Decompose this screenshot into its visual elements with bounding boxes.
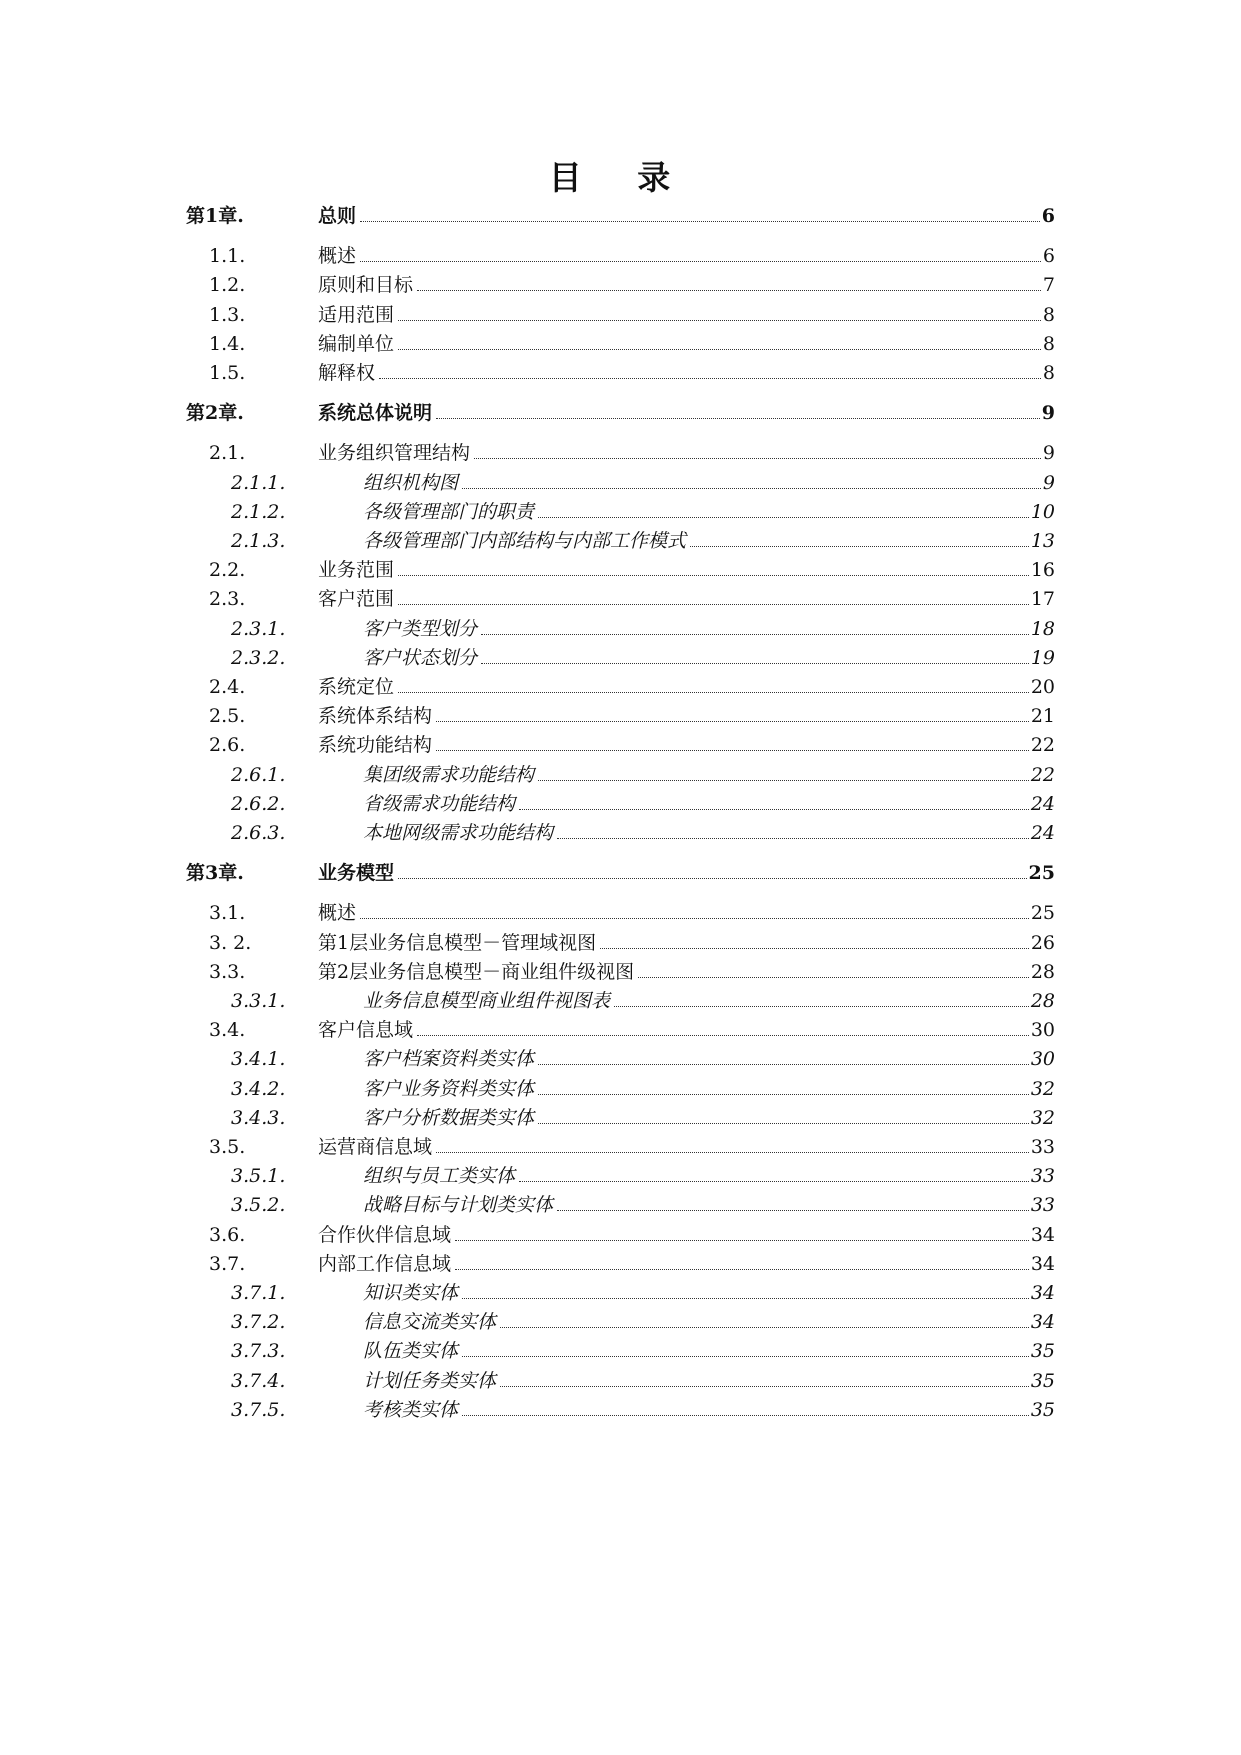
toc-entry-number: 3.4.3. xyxy=(231,1106,286,1129)
dot-leader xyxy=(474,457,1041,459)
toc-entry-title: 客户状态划分 xyxy=(363,646,478,669)
toc-entry-number: 2.1. xyxy=(209,442,246,465)
toc-page-number: 35 xyxy=(1030,1369,1055,1392)
toc-page-number: 19 xyxy=(1030,646,1055,669)
toc-entry-title: 客户类型划分 xyxy=(363,617,478,640)
toc-page-number: 25 xyxy=(1028,862,1055,885)
toc-row[interactable] xyxy=(0,789,1241,819)
toc-entry-number: 2.2. xyxy=(209,559,246,582)
toc-entry-number: 3.1. xyxy=(209,902,246,925)
toc-entry-title: 集团级需求功能结构 xyxy=(363,763,535,786)
toc-entry-number: 3.4. xyxy=(209,1019,246,1042)
toc-entry-number: 2.4. xyxy=(209,676,246,698)
toc-row[interactable] xyxy=(0,1395,1241,1425)
toc-page-number: 28 xyxy=(1030,960,1055,983)
toc-entry-title: 计划任务类实体 xyxy=(363,1369,497,1392)
toc-entry xyxy=(318,438,1055,468)
toc-entry xyxy=(318,1015,1055,1045)
toc-row[interactable] xyxy=(0,614,1241,644)
dot-leader xyxy=(398,348,1041,350)
toc-entry xyxy=(363,818,1055,848)
toc-page-number: 35 xyxy=(1030,1340,1055,1363)
toc-row[interactable] xyxy=(0,1015,1241,1045)
dot-leader xyxy=(398,574,1029,576)
toc-page-number: 34 xyxy=(1030,1252,1055,1275)
toc-entry-number: 1.4. xyxy=(209,332,246,355)
toc-entry-number: 1.1. xyxy=(209,245,246,268)
toc-entry-number: 2.6.2. xyxy=(231,792,286,815)
toc-page-number: 25 xyxy=(1030,902,1055,925)
toc-entry-number: 1.2. xyxy=(209,274,246,297)
toc-row[interactable] xyxy=(0,1366,1241,1396)
toc-entry xyxy=(318,241,1055,271)
toc-entry-number: 2.3. xyxy=(209,588,246,611)
dot-leader xyxy=(398,319,1041,321)
toc-entry-number: 3.4.2. xyxy=(231,1077,286,1100)
toc-page-number: 33 xyxy=(1030,1165,1055,1188)
toc-entry-title: 本地网级需求功能结构 xyxy=(363,822,554,844)
dot-leader xyxy=(500,1326,1029,1328)
toc-entry-title: 内部工作信息域 xyxy=(318,1252,452,1275)
toc-row[interactable] xyxy=(0,526,1241,556)
dot-leader xyxy=(519,1180,1029,1182)
toc-entry-number: 第3章. xyxy=(186,862,244,885)
toc-entry-number: 2.3.1. xyxy=(231,617,286,640)
toc-page-number: 32 xyxy=(1030,1077,1055,1100)
toc-entry xyxy=(318,957,1055,987)
toc-entry-number: 3.4.1. xyxy=(231,1048,286,1071)
dot-leader xyxy=(557,1209,1029,1211)
dot-leader xyxy=(360,917,1029,919)
toc-entry-title: 业务范围 xyxy=(318,559,395,582)
toc-entry-title: 系统体系结构 xyxy=(318,705,433,728)
toc-page-number: 9 xyxy=(1042,442,1055,465)
toc-row[interactable] xyxy=(0,1074,1241,1104)
toc-entry-number: 3.7. xyxy=(209,1252,246,1275)
toc-entry xyxy=(363,614,1055,644)
toc-entry-number: 3.7.5. xyxy=(231,1398,286,1421)
toc-entry xyxy=(363,1366,1055,1396)
toc-entry xyxy=(318,584,1055,614)
toc-entry xyxy=(318,329,1055,359)
dot-leader xyxy=(614,1005,1029,1007)
toc-entry-number: 2.1.2. xyxy=(231,500,286,523)
toc-entry xyxy=(318,270,1055,300)
toc-row[interactable] xyxy=(0,1103,1241,1133)
toc-row[interactable] xyxy=(0,1278,1241,1308)
dot-leader xyxy=(417,289,1041,291)
dot-leader xyxy=(481,662,1029,664)
toc-entry xyxy=(363,760,1055,790)
toc-entry-title: 总则 xyxy=(318,205,357,227)
toc-entry-title: 概述 xyxy=(318,902,357,925)
toc-entry-title: 合作伙伴信息域 xyxy=(318,1223,452,1246)
toc-entry xyxy=(363,1161,1055,1191)
dot-leader xyxy=(538,1122,1029,1124)
toc-entry-title: 系统功能结构 xyxy=(318,734,433,757)
toc-entry xyxy=(318,858,1055,888)
toc-entry xyxy=(363,1044,1055,1074)
dot-leader xyxy=(417,1034,1029,1036)
toc-row[interactable] xyxy=(0,898,1241,928)
toc-entry-number: 3.7.2. xyxy=(231,1311,286,1334)
toc-entry-title: 考核类实体 xyxy=(363,1398,459,1421)
toc-entry xyxy=(363,1278,1055,1308)
toc-row[interactable] xyxy=(0,928,1241,958)
toc-entry-title: 概述 xyxy=(318,245,357,268)
dot-leader xyxy=(557,837,1029,839)
toc-row[interactable] xyxy=(0,1220,1241,1250)
toc-chapter-row[interactable] xyxy=(0,398,1241,428)
toc-entry-title: 运营商信息域 xyxy=(318,1136,433,1158)
toc-page-number: 21 xyxy=(1030,705,1055,728)
toc-entry xyxy=(363,1103,1055,1133)
toc-row[interactable] xyxy=(0,300,1241,330)
toc-entry xyxy=(363,986,1055,1016)
toc-entry xyxy=(363,1307,1055,1337)
toc-page-number: 20 xyxy=(1030,676,1055,698)
toc-row[interactable] xyxy=(0,555,1241,585)
toc-entry xyxy=(363,1336,1055,1366)
toc-entry-title: 业务信息模型商业组件视图表 xyxy=(363,990,611,1012)
toc-row[interactable] xyxy=(0,270,1241,300)
dot-leader xyxy=(360,220,1040,222)
toc-entry-title: 客户范围 xyxy=(318,588,395,611)
toc-entry xyxy=(318,555,1055,585)
toc-entry xyxy=(318,1132,1055,1162)
toc-page-number: 26 xyxy=(1030,931,1055,954)
toc-entry-title: 战略目标与计划类实体 xyxy=(363,1194,554,1217)
toc-page-number: 33 xyxy=(1030,1136,1055,1158)
dot-leader xyxy=(690,545,1029,547)
toc-row[interactable] xyxy=(0,760,1241,790)
toc-row[interactable] xyxy=(0,730,1241,760)
toc-entry-number: 2.1.3. xyxy=(231,530,286,552)
toc-entry-title: 业务模型 xyxy=(318,862,395,885)
toc-row[interactable] xyxy=(0,1132,1241,1162)
toc-entry-number: 3. 2. xyxy=(209,931,252,954)
toc-entry-number: 3.7.3. xyxy=(231,1340,286,1363)
toc-row[interactable] xyxy=(0,818,1241,848)
toc-row[interactable] xyxy=(0,1190,1241,1220)
dot-leader xyxy=(436,720,1029,722)
dot-leader xyxy=(519,808,1029,810)
toc-page-number: 28 xyxy=(1030,990,1055,1012)
toc-entry-title: 解释权 xyxy=(318,362,376,384)
toc-entry-title: 第2层业务信息模型－商业组件级视图 xyxy=(318,960,635,983)
toc-entry-title: 业务组织管理结构 xyxy=(318,442,471,465)
toc-page-number: 8 xyxy=(1042,303,1055,326)
toc-page-number: 22 xyxy=(1030,734,1055,757)
toc-entry-number: 1.5. xyxy=(209,362,246,384)
toc-entry xyxy=(318,300,1055,330)
toc-entry xyxy=(363,526,1055,556)
toc-entry xyxy=(363,1190,1055,1220)
toc-page-number: 16 xyxy=(1030,559,1055,582)
toc-entry-number: 2.1.1. xyxy=(231,471,286,494)
toc-entry-title: 适用范围 xyxy=(318,303,395,326)
toc-page-number: 13 xyxy=(1030,530,1055,552)
toc-page-number: 24 xyxy=(1030,792,1055,815)
toc-page-number: 33 xyxy=(1030,1194,1055,1217)
dot-leader xyxy=(481,633,1029,635)
toc-entry-number: 2.6.3. xyxy=(231,822,286,844)
toc-entry-title: 系统总体说明 xyxy=(318,402,433,425)
dot-leader xyxy=(398,877,1027,879)
toc-entry-number: 3.5. xyxy=(209,1136,246,1158)
toc-entry-number: 第2章. xyxy=(186,402,244,425)
dot-leader xyxy=(538,1093,1029,1095)
toc-row[interactable] xyxy=(0,1336,1241,1366)
toc-entry xyxy=(318,1249,1055,1279)
toc-row[interactable] xyxy=(0,1044,1241,1074)
dot-leader xyxy=(538,516,1029,518)
toc-entry xyxy=(363,497,1055,527)
toc-row[interactable] xyxy=(0,438,1241,468)
toc-page-number: 7 xyxy=(1042,274,1055,297)
dot-leader xyxy=(538,779,1029,781)
toc-entry-number: 3.7.1. xyxy=(231,1282,286,1304)
toc-entry-title: 编制单位 xyxy=(318,332,395,355)
dot-leader xyxy=(436,1151,1029,1153)
dot-leader xyxy=(462,1297,1029,1299)
dot-leader xyxy=(462,487,1041,489)
toc-entry-title: 各级管理部门的职责 xyxy=(363,500,535,523)
toc-row[interactable] xyxy=(0,584,1241,614)
toc-entry-title: 信息交流类实体 xyxy=(363,1311,497,1334)
toc-entry-number: 2.5. xyxy=(209,705,246,728)
dot-leader xyxy=(600,947,1029,949)
toc-entry-number: 3.5.2. xyxy=(231,1194,286,1217)
toc-entry xyxy=(318,898,1055,928)
toc-entry xyxy=(363,789,1055,819)
dot-leader xyxy=(398,603,1029,605)
toc-entry xyxy=(363,468,1055,498)
toc-row[interactable] xyxy=(0,1307,1241,1337)
dot-leader xyxy=(455,1268,1029,1270)
toc-page-number: 22 xyxy=(1030,763,1055,786)
toc-entry-title: 系统定位 xyxy=(318,676,395,698)
toc-row[interactable] xyxy=(0,986,1241,1016)
toc-row[interactable] xyxy=(0,701,1241,731)
toc-row[interactable] xyxy=(0,957,1241,987)
toc-page-number: 24 xyxy=(1030,822,1055,844)
toc-entry-title: 第1层业务信息模型－管理域视图 xyxy=(318,931,597,954)
toc-entry xyxy=(363,1074,1055,1104)
toc-page-number: 6 xyxy=(1041,205,1055,227)
toc-entry xyxy=(363,643,1055,673)
toc-page-number: 8 xyxy=(1042,362,1055,384)
toc-page-number: 9 xyxy=(1041,402,1055,425)
toc-entry xyxy=(318,928,1055,958)
dot-leader xyxy=(436,749,1029,751)
toc-row[interactable] xyxy=(0,672,1241,702)
toc-page-number: 17 xyxy=(1030,588,1055,611)
toc-page-number: 6 xyxy=(1042,245,1055,268)
toc-entry xyxy=(318,398,1055,428)
toc-entry xyxy=(363,1395,1055,1425)
toc-page-number: 34 xyxy=(1030,1311,1055,1334)
dot-leader xyxy=(455,1239,1029,1241)
toc-entry-title: 客户分析数据类实体 xyxy=(363,1106,535,1129)
toc-row[interactable] xyxy=(0,241,1241,271)
dot-leader xyxy=(500,1385,1029,1387)
toc-entry-number: 2.6. xyxy=(209,734,246,757)
toc-entry-number: 2.6.1. xyxy=(231,763,286,786)
toc-entry-title: 各级管理部门内部结构与内部工作模式 xyxy=(363,530,687,552)
toc-entry-number: 3.7.4. xyxy=(231,1369,286,1392)
toc-entry-title: 知识类实体 xyxy=(363,1282,459,1304)
toc-entry xyxy=(318,730,1055,760)
page-title: 目 录 xyxy=(548,158,693,197)
toc-row[interactable] xyxy=(0,1161,1241,1191)
dot-leader xyxy=(538,1063,1029,1065)
toc-entry xyxy=(318,358,1055,388)
toc-entry-number: 1.3. xyxy=(209,303,246,326)
toc-entry-title: 队伍类实体 xyxy=(363,1340,459,1363)
dot-leader xyxy=(360,260,1041,262)
toc-row[interactable] xyxy=(0,497,1241,527)
toc-page-number: 35 xyxy=(1030,1398,1055,1421)
toc-row[interactable] xyxy=(0,643,1241,673)
toc-page-number: 30 xyxy=(1030,1019,1055,1042)
toc-entry-number: 3.6. xyxy=(209,1223,246,1246)
toc-entry xyxy=(318,201,1055,231)
toc-chapter-row[interactable] xyxy=(0,201,1241,231)
toc-chapter-row[interactable] xyxy=(0,858,1241,888)
toc-entry-title: 客户信息域 xyxy=(318,1019,414,1042)
dot-leader xyxy=(436,417,1040,419)
toc-entry-number: 3.3. xyxy=(209,960,246,983)
toc-page-number: 30 xyxy=(1030,1048,1055,1071)
toc-entry-title: 组织机构图 xyxy=(363,471,459,494)
toc-entry-title: 客户业务资料类实体 xyxy=(363,1077,535,1100)
toc-page-number: 8 xyxy=(1042,332,1055,355)
dot-leader xyxy=(462,1414,1029,1416)
dot-leader xyxy=(462,1355,1029,1357)
toc-row[interactable] xyxy=(0,468,1241,498)
toc-page-number: 34 xyxy=(1030,1282,1055,1304)
toc-entry xyxy=(318,1220,1055,1250)
toc-entry-title: 省级需求功能结构 xyxy=(363,792,516,815)
toc-page-number: 32 xyxy=(1030,1106,1055,1129)
toc-entry-number: 3.3.1. xyxy=(231,990,286,1012)
toc-entry-number: 2.3.2. xyxy=(231,646,286,669)
toc-row[interactable] xyxy=(0,358,1241,388)
toc-entry-title: 客户档案资料类实体 xyxy=(363,1048,535,1071)
toc-entry xyxy=(318,672,1055,702)
toc-row[interactable] xyxy=(0,1249,1241,1279)
toc-page-number: 10 xyxy=(1030,500,1055,523)
toc-page-number: 18 xyxy=(1030,617,1055,640)
toc-entry-title: 原则和目标 xyxy=(318,274,414,297)
toc-row[interactable] xyxy=(0,329,1241,359)
toc-entry-title: 组织与员工类实体 xyxy=(363,1165,516,1188)
dot-leader xyxy=(379,377,1041,379)
toc-page-number: 9 xyxy=(1042,471,1055,494)
dot-leader xyxy=(398,691,1029,693)
toc-entry-number: 第1章. xyxy=(186,205,244,227)
dot-leader xyxy=(638,976,1029,978)
toc-page-number: 34 xyxy=(1030,1223,1055,1246)
toc-entry xyxy=(318,701,1055,731)
toc-entry-number: 3.5.1. xyxy=(231,1165,286,1188)
